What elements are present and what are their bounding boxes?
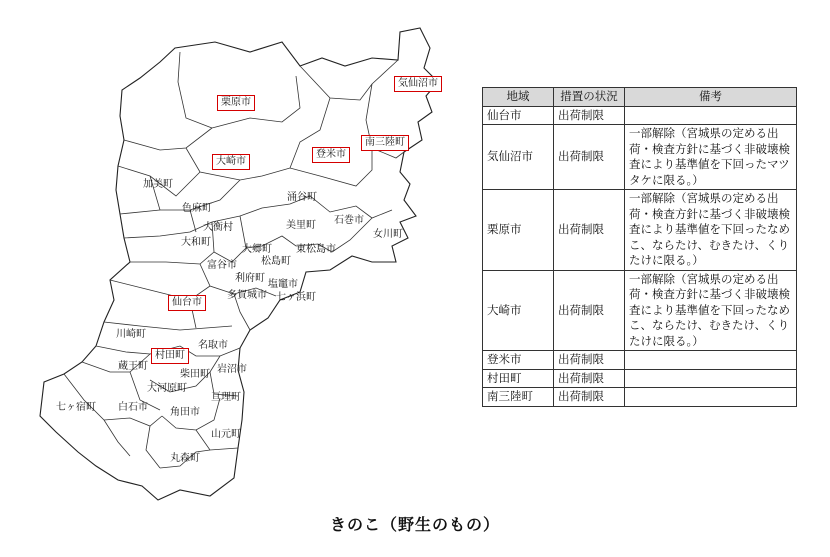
map-label-osaki: 大崎市 bbox=[212, 154, 250, 170]
map-label-watari: 亘理町 bbox=[211, 392, 241, 403]
map-label-shichikashuku: 七ヶ宿町 bbox=[56, 402, 96, 413]
map-label-ohira: 大衡村 bbox=[203, 222, 233, 233]
cell-note: 一部解除（宮城県の定める出荷・検査方針に基づく非破壊検査により基準値を下回ったなめこ、ならたけ、むきたけ、くりたけに限る。） bbox=[625, 190, 797, 271]
map-label-natori: 名取市 bbox=[198, 340, 228, 351]
cell-note bbox=[625, 106, 797, 125]
cell-status: 出荷制限 bbox=[554, 106, 625, 125]
map-label-kesennuma: 気仙沼市 bbox=[394, 76, 442, 92]
map-label-wakuya: 涌谷町 bbox=[287, 192, 317, 203]
cell-note bbox=[625, 351, 797, 370]
header-status: 措置の状況 bbox=[554, 88, 625, 107]
map-label-ogawara: 大河原町 bbox=[147, 383, 187, 394]
cell-region: 栗原市 bbox=[483, 190, 554, 271]
cell-note: 一部解除（宮城県の定める出荷・検査方針に基づく非破壊検査により基準値を下回ったマツタケに限る。） bbox=[625, 125, 797, 190]
table-row bbox=[483, 125, 797, 190]
map-label-marumori: 丸森町 bbox=[170, 453, 200, 464]
map-label-tomiya: 富谷市 bbox=[207, 260, 237, 271]
table-row bbox=[483, 190, 797, 271]
restriction-table bbox=[482, 87, 797, 407]
cell-status: 出荷制限 bbox=[554, 125, 625, 190]
cell-status: 出荷制限 bbox=[554, 190, 625, 271]
map-label-kakuda: 角田市 bbox=[170, 407, 200, 418]
cell-region: 仙台市 bbox=[483, 106, 554, 125]
map-label-kami: 加美町 bbox=[143, 179, 173, 190]
map-label-iwanuma: 岩沼市 bbox=[217, 364, 247, 375]
table-row bbox=[483, 106, 797, 125]
cell-region: 登米市 bbox=[483, 351, 554, 370]
map-label-ishinomaki: 石巻市 bbox=[334, 215, 364, 226]
map-label-yamamoto: 山元町 bbox=[211, 429, 241, 440]
map-label-tagajo: 多賀城市 bbox=[227, 290, 267, 301]
map-label-osato: 大郷町 bbox=[242, 244, 272, 255]
cell-note bbox=[625, 388, 797, 407]
cell-status: 出荷制限 bbox=[554, 388, 625, 407]
header-region: 地域 bbox=[483, 88, 554, 107]
map-label-kawasaki: 川崎町 bbox=[116, 329, 146, 340]
map-label-shiogama: 塩竈市 bbox=[268, 279, 298, 290]
cell-status: 出荷制限 bbox=[554, 369, 625, 388]
map-label-higashimatsushima: 東松島市 bbox=[296, 244, 336, 255]
table-header-row bbox=[483, 88, 797, 107]
map-label-murata: 村田町 bbox=[151, 348, 189, 364]
cell-note: 一部解除（宮城県の定める出荷・検査方針に基づく非破壊検査により基準値を下回ったなめこ、ならたけ、むきたけ、くりたけに限る。） bbox=[625, 270, 797, 351]
cell-status: 出荷制限 bbox=[554, 351, 625, 370]
map-label-rifu: 利府町 bbox=[235, 273, 265, 284]
map-label-shiroishi: 白石市 bbox=[118, 402, 148, 413]
table-row bbox=[483, 270, 797, 351]
map-label-minamisanriku: 南三陸町 bbox=[361, 135, 409, 151]
restriction-table-container bbox=[482, 87, 797, 407]
map-label-shibata: 柴田町 bbox=[180, 369, 210, 380]
cell-region: 村田町 bbox=[483, 369, 554, 388]
map-label-kurihara: 栗原市 bbox=[217, 95, 255, 111]
map-label-shichigahama: 七ヶ浜町 bbox=[276, 292, 316, 303]
map-label-sendai: 仙台市 bbox=[168, 295, 206, 311]
table-body bbox=[483, 106, 797, 406]
map-label-misato: 美里町 bbox=[286, 220, 316, 231]
header-note: 備考 bbox=[625, 88, 797, 107]
table-row bbox=[483, 351, 797, 370]
map-label-tome: 登米市 bbox=[312, 147, 350, 163]
cell-region: 大崎市 bbox=[483, 270, 554, 351]
cell-status: 出荷制限 bbox=[554, 270, 625, 351]
table-row bbox=[483, 369, 797, 388]
map-label-onagawa: 女川町 bbox=[373, 229, 403, 240]
cell-note bbox=[625, 369, 797, 388]
map-label-matsushima: 松島町 bbox=[261, 256, 291, 267]
cell-region: 南三陸町 bbox=[483, 388, 554, 407]
map-caption: きのこ（野生のもの） bbox=[329, 515, 500, 534]
map-label-zao: 蔵王町 bbox=[118, 361, 148, 372]
table-row bbox=[483, 388, 797, 407]
map-label-taiwa: 大和町 bbox=[181, 237, 211, 248]
map-label-shikama: 色麻町 bbox=[182, 203, 212, 214]
cell-region: 気仙沼市 bbox=[483, 125, 554, 190]
